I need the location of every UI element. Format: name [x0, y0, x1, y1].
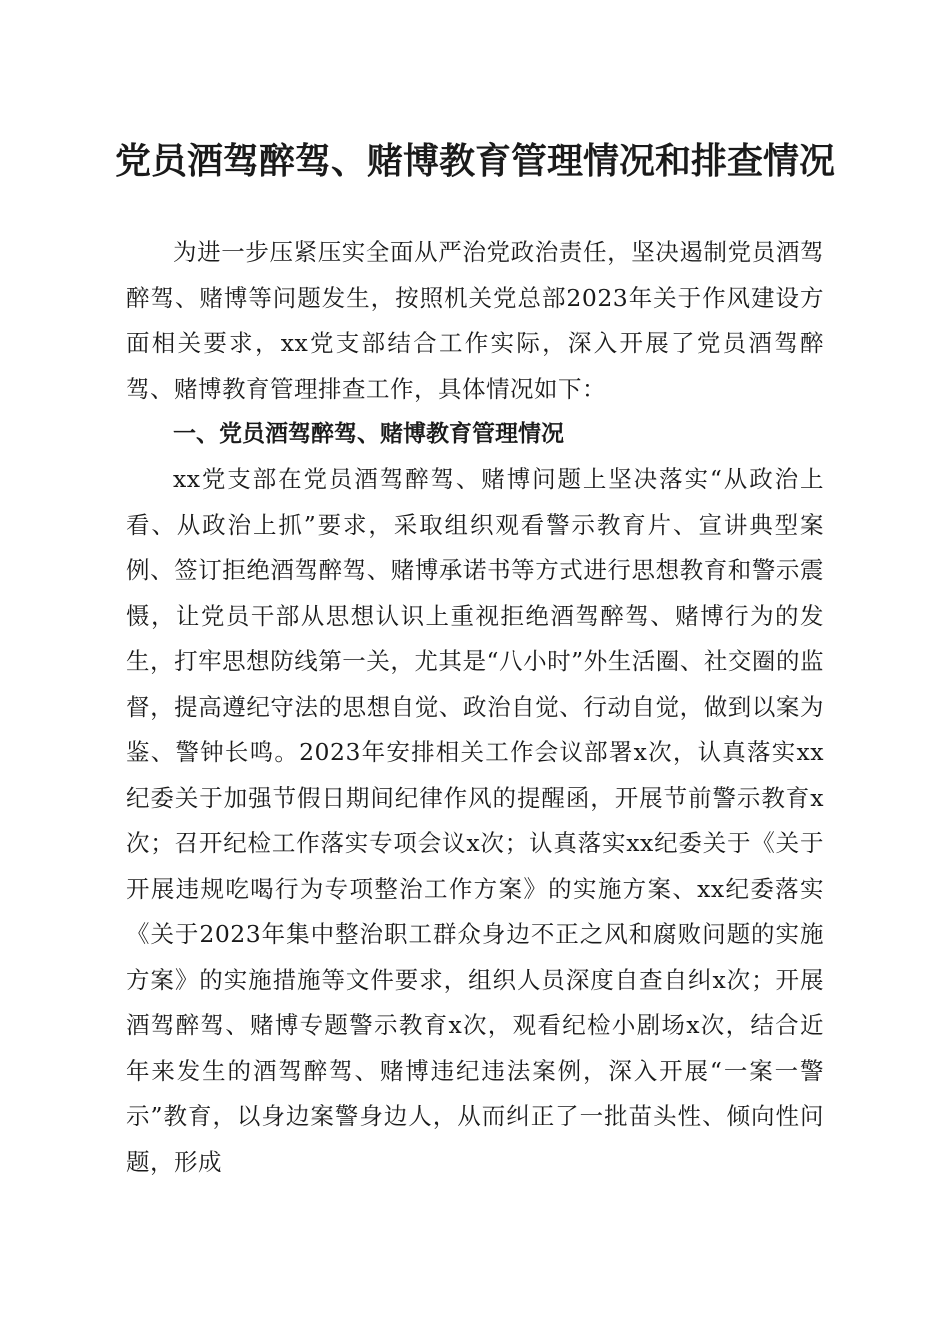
section-paragraph: xx党支部在党员酒驾醉驾、赌博问题上坚决落实“从政治上看、从政治上抓”要求，采取组织观看警示教育片、宣讲典型案例、签订拒绝酒驾醉驾、赌博承诺书等方式进行思想教育和警示震慑，让党员干部从思想认识上重视拒绝酒驾醉驾、赌博行为的发生，打牢思想防线第一关，尤其是“八小时”外生活圈、社交圈的监督，提高遵纪守法的思想自觉、政治自觉、行动自觉，做到以案为鉴、警钟长鸣。2023年安排相关工作会议部署x次，认真落实xx纪委关于加强节假日期间纪律作风的提醒函，开展节前警示教育x次；召开纪检工作落实专项会议x次；认真落实xx纪委关于《关于开展违规吃喝行为专项整治工作方案》的实施方案、xx纪委落实《关于2023年集中整治职工群众身边不正之风和腐败问题的实施方案》的实施措施等文件要求，组织人员深度自查自纠x次；开展酒驾醉驾、赌博专题警示教育x次，观看纪检小剧场x次，结合近年来发生的酒驾醉驾、赌博违纪违法案例，深入开展“一案一警示”教育，以身边案警身边人，从而纠正了一批苗头性、倾向性问题，形成 [126, 465, 824, 1176]
section-heading: 一、党员酒驾醉驾、赌博教育管理情况 [173, 421, 564, 447]
intro-paragraph: 为进一步压紧压实全面从严治党政治责任，坚决遏制党员酒驾醉驾、赌博等问题发生，按照机关党总部2023年关于作风建设方面相关要求，xx党支部结合工作实际，深入开展了党员酒驾醉驾、赌博教育管理排查工作，具体情况如下： [126, 238, 824, 403]
document-title: 党员酒驾醉驾、赌博教育管理情况和排查情况 [114, 140, 835, 182]
document-body [126, 230, 824, 1185]
